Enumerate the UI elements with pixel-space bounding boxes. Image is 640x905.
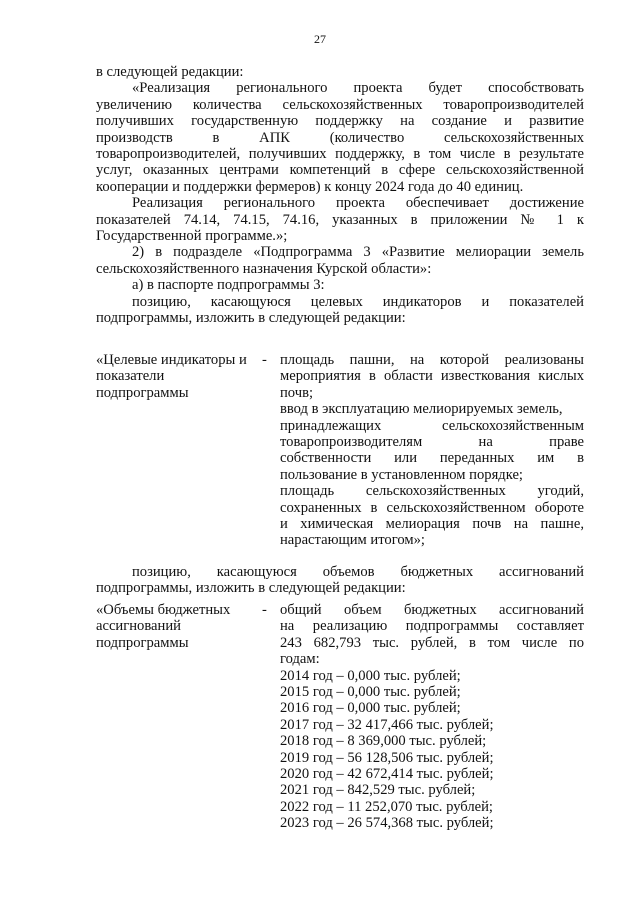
- indicators-dash: -: [262, 352, 267, 368]
- budget-year-2014: 2014 год – 0,000 тыс. рублей;: [280, 667, 461, 684]
- budget-dash: -: [262, 602, 267, 618]
- text-line: увеличению количества сельскохозяйственных товаропроизводителей: [96, 96, 584, 113]
- budget-year-2017: 2017 год – 32 417,466 тыс. рублей;: [280, 716, 494, 733]
- text-line: годам:: [280, 651, 320, 668]
- budget-year-2020: 2020 год – 42 672,414 тыс. рублей;: [280, 766, 494, 783]
- text-line: сельскохозяйственного назначения Курской области»:: [96, 260, 432, 277]
- text-line: товаропроизводителей, получивших поддержку, в том числе в результате: [96, 146, 584, 163]
- text-line: 2) в подразделе «Подпрограмма 3 «Развитие мелиорации земель: [132, 244, 584, 261]
- body-text: [96, 64, 584, 327]
- text-line: ввод в эксплуатацию мелиорируемых земель,: [280, 401, 563, 418]
- indicators-label: «Целевые индикаторы и показатели подпрограммы: [96, 352, 247, 401]
- paragraph-indicators-achievement: [96, 195, 584, 244]
- paragraph-regional-project: [96, 80, 584, 195]
- text-line: почв;: [280, 384, 314, 401]
- budget-label: «Объемы бюджетных ассигнований подпрограммы: [96, 602, 231, 651]
- text-line: Государственной программе.»;: [96, 228, 288, 245]
- text-line: общий объем бюджетных ассигнований: [280, 602, 584, 618]
- indicators-content: [280, 352, 584, 549]
- text-line: товаропроизводителям на праве: [280, 434, 584, 451]
- text-line: площадь пашни, на которой реализованы: [280, 352, 584, 368]
- paragraph-indicators-position: [96, 294, 584, 327]
- text-line: нарастающим итогом»;: [280, 532, 425, 549]
- text-line: мероприятия в области известкования кислых: [280, 368, 584, 385]
- text-line: собственности или переданных им в: [280, 450, 584, 467]
- text-line: площадь сельскохозяйственных угодий,: [280, 483, 584, 500]
- budget-block: [96, 602, 584, 842]
- text-line: подпрограммы, изложить в следующей редакции:: [96, 580, 406, 597]
- budget-year-2018: 2018 год – 8 369,000 тыс. рублей;: [280, 733, 487, 750]
- budget-year-2016: 2016 год – 0,000 тыс. рублей;: [280, 700, 461, 717]
- text-line: показателей 74.14, 74.15, 74.16, указанных в приложении № 1 к: [96, 211, 584, 228]
- text-line: позицию, касающуюся целевых индикаторов и показателей: [132, 293, 584, 310]
- text-line: пользование в установленном порядке;: [280, 466, 523, 483]
- paragraph-budget-position: [96, 564, 584, 598]
- text-line: подпрограммы, изложить в следующей редакции:: [96, 310, 406, 327]
- budget-year-2022: 2022 год – 11 252,070 тыс. рублей;: [280, 798, 493, 815]
- text-line: принадлежащих сельскохозяйственным: [280, 417, 584, 434]
- budget-year-2021: 2021 год – 842,529 тыс. рублей;: [280, 782, 476, 799]
- text-line: производств в АПК (количество сельскохозяйственных: [96, 129, 584, 146]
- budget-content: [280, 602, 584, 832]
- text-line: сохраненных в сельскохозяйственном обороте: [280, 499, 584, 516]
- page-number: 27: [314, 32, 326, 46]
- text-line: и химическая мелиорация почв на пашне,: [280, 516, 584, 533]
- text-line: 243 682,793 тыс. рублей, в том числе по: [280, 634, 584, 651]
- text-line: на реализацию подпрограммы составляет: [280, 618, 584, 635]
- budget-year-2019: 2019 год – 56 128,506 тыс. рублей;: [280, 749, 494, 766]
- text-line: Реализация регионального проекта обеспечивает достижение: [132, 195, 584, 212]
- text-line: получивших государственную поддержку на создание и развитие: [96, 113, 584, 130]
- budget-year-2015: 2015 год – 0,000 тыс. рублей;: [280, 684, 461, 701]
- text-line: «Реализация регионального проекта будет способствовать: [132, 80, 584, 97]
- text-line: услуг, оказанных центрами компетенций в сфере сельскохозяйственной: [96, 162, 584, 179]
- paragraph-subsection-3: [96, 244, 584, 277]
- paragraph-intro: в следующей редакции:: [96, 64, 244, 80]
- text-line: позицию, касающуюся объемов бюджетных ассигнований: [132, 564, 584, 580]
- budget-year-2023: 2023 год – 26 574,368 тыс. рублей;: [280, 815, 494, 832]
- text-line: кооперации и поддержки фермеров) к концу 2024 года до 40 единиц.: [96, 178, 524, 195]
- indicators-block: [96, 352, 584, 556]
- paragraph-passport: а) в паспорте подпрограммы 3:: [132, 277, 325, 294]
